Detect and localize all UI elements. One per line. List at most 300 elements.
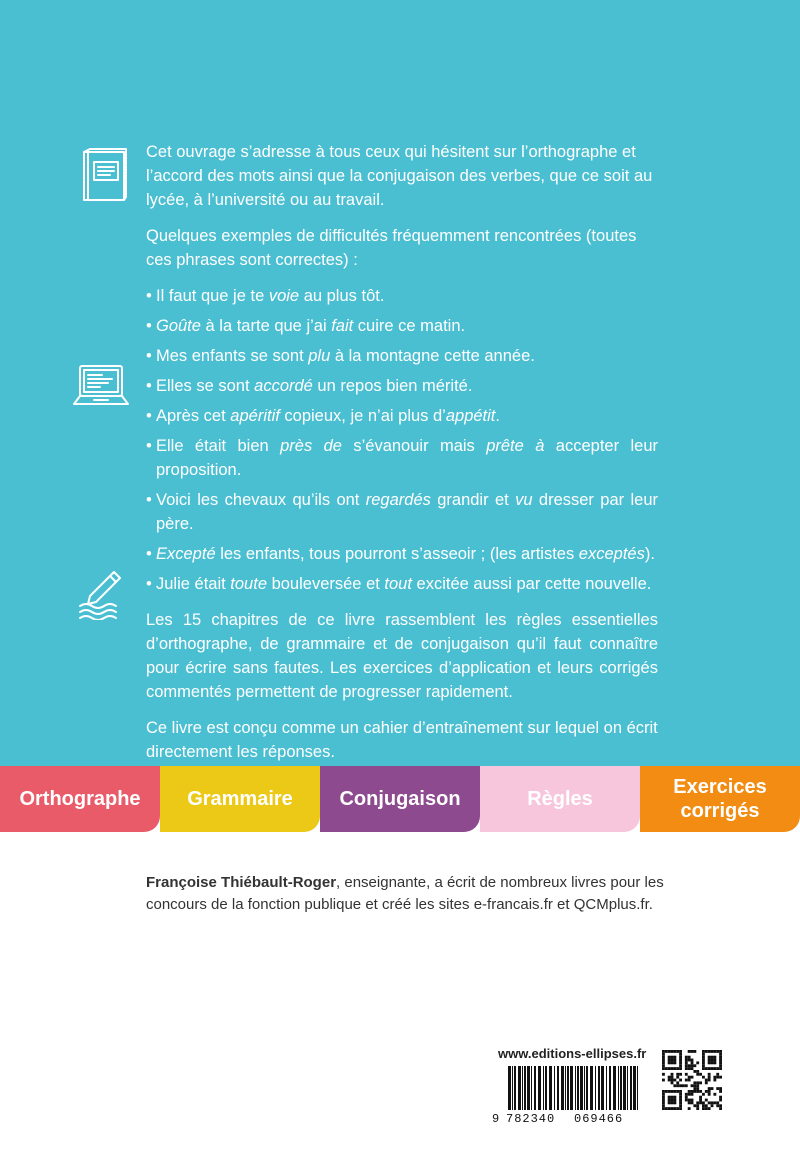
qr-module bbox=[685, 1059, 688, 1062]
qr-module bbox=[702, 1050, 705, 1053]
qr-module bbox=[682, 1084, 685, 1087]
barcode-bar bbox=[627, 1066, 628, 1110]
qr-module bbox=[662, 1104, 665, 1107]
qr-module bbox=[711, 1067, 714, 1070]
qr-module bbox=[679, 1050, 682, 1053]
qr-module bbox=[719, 1067, 722, 1070]
qr-module bbox=[662, 1050, 665, 1053]
example-text: Voici les chevaux qu’ils ont bbox=[156, 491, 366, 509]
qr-module bbox=[713, 1101, 716, 1104]
qr-module bbox=[668, 1090, 671, 1093]
barcode-bar bbox=[565, 1066, 566, 1110]
qr-module bbox=[673, 1079, 676, 1082]
barcode-bar bbox=[613, 1066, 616, 1110]
qr-module bbox=[696, 1081, 699, 1084]
topic-tabs bbox=[0, 766, 800, 832]
qr-module bbox=[696, 1090, 699, 1093]
qr-module bbox=[713, 1059, 716, 1062]
qr-module bbox=[691, 1099, 694, 1102]
barcode-bar bbox=[567, 1066, 569, 1110]
qr-module bbox=[705, 1081, 708, 1084]
author-bio bbox=[146, 872, 666, 916]
qr-module bbox=[691, 1076, 694, 1079]
qr-module bbox=[679, 1053, 682, 1056]
qr-module bbox=[668, 1096, 671, 1099]
barcode-bar bbox=[514, 1066, 516, 1110]
publisher-website[interactable]: www.editions-ellipses.fr bbox=[498, 1046, 647, 1061]
qr-module bbox=[668, 1059, 671, 1062]
isbn-group-1: 782340 bbox=[506, 1112, 556, 1124]
qr-module bbox=[685, 1099, 688, 1102]
qr-module bbox=[688, 1050, 691, 1053]
qr-module bbox=[679, 1096, 682, 1099]
barcode-bar bbox=[598, 1066, 600, 1110]
qr-module bbox=[699, 1090, 702, 1093]
tab-label: Conjugaison bbox=[339, 788, 461, 810]
author-name: Françoise Thiébault-Roger bbox=[146, 874, 337, 891]
qr-module bbox=[705, 1099, 708, 1102]
qr-module bbox=[676, 1084, 679, 1087]
example-item bbox=[146, 434, 658, 482]
qr-module bbox=[671, 1099, 674, 1102]
qr-module bbox=[696, 1107, 699, 1110]
barcode-bar bbox=[609, 1066, 611, 1110]
example-text: un repos bien mérité. bbox=[312, 377, 473, 395]
qr-code[interactable] bbox=[662, 1050, 722, 1110]
qr-module bbox=[662, 1056, 665, 1059]
qr-module bbox=[688, 1079, 691, 1082]
qr-module bbox=[693, 1084, 696, 1087]
qr-module bbox=[676, 1067, 679, 1070]
barcode-bars bbox=[508, 1066, 638, 1110]
qr-module bbox=[716, 1101, 719, 1104]
example-emphasis: voie bbox=[268, 287, 300, 305]
qr-module bbox=[702, 1064, 705, 1067]
qr-module bbox=[662, 1061, 665, 1064]
qr-module bbox=[662, 1107, 665, 1110]
qr-module bbox=[696, 1087, 699, 1090]
qr-module bbox=[713, 1067, 716, 1070]
qr-module bbox=[673, 1059, 676, 1062]
qr-module bbox=[719, 1096, 722, 1099]
qr-module bbox=[713, 1093, 716, 1096]
qr-module bbox=[705, 1090, 708, 1093]
qr-module bbox=[679, 1059, 682, 1062]
qr-module bbox=[708, 1107, 711, 1110]
qr-modules bbox=[662, 1050, 722, 1110]
qr-module bbox=[713, 1056, 716, 1059]
qr-module bbox=[671, 1081, 674, 1084]
example-emphasis: regardés bbox=[365, 491, 431, 509]
qr-module bbox=[696, 1104, 699, 1107]
example-text: au plus tôt. bbox=[299, 287, 385, 305]
example-emphasis: près de bbox=[280, 437, 342, 455]
qr-module bbox=[708, 1093, 711, 1096]
tab-label: Orthographe bbox=[19, 788, 141, 810]
qr-module bbox=[705, 1067, 708, 1070]
qr-module bbox=[668, 1099, 671, 1102]
qr-module bbox=[671, 1107, 674, 1110]
example-text: Il faut que je te bbox=[156, 287, 269, 305]
qr-module bbox=[693, 1050, 696, 1053]
barcode-bar bbox=[586, 1066, 588, 1110]
qr-module bbox=[679, 1093, 682, 1096]
qr-module bbox=[673, 1084, 676, 1087]
example-emphasis: plu bbox=[308, 347, 331, 365]
qr-module bbox=[665, 1107, 668, 1110]
qr-module bbox=[673, 1090, 676, 1093]
qr-module bbox=[679, 1101, 682, 1104]
qr-module bbox=[671, 1076, 674, 1079]
example-text: Elles se sont bbox=[156, 377, 255, 395]
example-emphasis: tout bbox=[384, 575, 412, 593]
example-item bbox=[146, 404, 658, 428]
qr-module bbox=[671, 1067, 674, 1070]
qr-module bbox=[676, 1050, 679, 1053]
example-text: les enfants, tous pourront s’asseoir ; (les artistes bbox=[215, 545, 579, 563]
qr-module bbox=[685, 1067, 688, 1070]
example-text: bouleversée et bbox=[267, 575, 385, 593]
barcode-bar bbox=[595, 1066, 596, 1110]
example-emphasis: toute bbox=[230, 575, 267, 593]
barcode-bar bbox=[606, 1066, 607, 1110]
qr-module bbox=[699, 1101, 702, 1104]
example-emphasis: prête à bbox=[486, 437, 545, 455]
example-emphasis: Goûte bbox=[156, 317, 201, 335]
qr-module bbox=[671, 1079, 674, 1082]
example-emphasis: fait bbox=[331, 317, 354, 335]
qr-module bbox=[696, 1061, 699, 1064]
qr-module bbox=[702, 1107, 705, 1110]
qr-module bbox=[688, 1067, 691, 1070]
barcode-bar bbox=[531, 1066, 532, 1110]
qr-module bbox=[673, 1061, 676, 1064]
qr-module bbox=[662, 1079, 665, 1082]
qr-module bbox=[702, 1056, 705, 1059]
qr-module bbox=[719, 1064, 722, 1067]
example-text: ). bbox=[644, 545, 655, 563]
tab-exercices-corriges bbox=[640, 766, 800, 832]
qr-module bbox=[679, 1064, 682, 1067]
qr-module bbox=[679, 1107, 682, 1110]
qr-module bbox=[719, 1087, 722, 1090]
qr-module bbox=[696, 1084, 699, 1087]
examples-intro: Quelques exemples de difficultés fréquemment rencontrées (toutes ces phrases sont correctes) : bbox=[146, 227, 637, 269]
qr-module bbox=[699, 1081, 702, 1084]
author-description: , enseignante, a écrit de nombreux livres pour les concours de la fonction publique et créé les sites e-francais.fr et QCMplus.fr. bbox=[146, 874, 664, 913]
qr-module bbox=[719, 1059, 722, 1062]
example-text: accepter leur proposition. bbox=[156, 437, 658, 479]
qr-module bbox=[702, 1067, 705, 1070]
qr-module bbox=[679, 1104, 682, 1107]
qr-module bbox=[713, 1050, 716, 1053]
isbn-group-2: 069466 bbox=[574, 1112, 624, 1124]
pen-writing-icon bbox=[78, 570, 126, 620]
barcode-bar bbox=[518, 1066, 521, 1110]
example-emphasis: Excepté bbox=[156, 545, 216, 563]
example-text: grandir et bbox=[430, 491, 516, 509]
qr-module bbox=[679, 1073, 682, 1076]
qr-module bbox=[668, 1107, 671, 1110]
qr-module bbox=[699, 1096, 702, 1099]
qr-module bbox=[693, 1070, 696, 1073]
intro-paragraph: Cet ouvrage s’adresse à tous ceux qui hésitent sur l’orthographe et l’accord des mots ainsi que la conjugaison des verbes, que ce soit au lycée, à l’université ou au travail. bbox=[146, 143, 653, 209]
barcode bbox=[492, 1066, 642, 1124]
qr-module bbox=[688, 1107, 691, 1110]
example-item bbox=[146, 488, 658, 536]
qr-module bbox=[665, 1090, 668, 1093]
qr-module bbox=[699, 1073, 702, 1076]
qr-module bbox=[711, 1059, 714, 1062]
qr-module bbox=[713, 1079, 716, 1082]
qr-module bbox=[691, 1050, 694, 1053]
qr-module bbox=[673, 1099, 676, 1102]
qr-module bbox=[662, 1096, 665, 1099]
qr-module bbox=[679, 1067, 682, 1070]
qr-module bbox=[691, 1101, 694, 1104]
barcode-bar bbox=[527, 1066, 530, 1110]
qr-module bbox=[708, 1050, 711, 1053]
qr-module bbox=[691, 1067, 694, 1070]
qr-module bbox=[673, 1056, 676, 1059]
example-emphasis: accordé bbox=[254, 377, 313, 395]
example-text: copieux, je n’ai plus d’ bbox=[279, 407, 446, 425]
barcode-bar bbox=[590, 1066, 593, 1110]
example-emphasis: exceptés bbox=[578, 545, 645, 563]
barcode-bar bbox=[633, 1066, 636, 1110]
qr-module bbox=[705, 1104, 708, 1107]
qr-module bbox=[685, 1056, 688, 1059]
qr-module bbox=[668, 1056, 671, 1059]
barcode-bar bbox=[545, 1066, 547, 1110]
qr-module bbox=[713, 1076, 716, 1079]
qr-module bbox=[716, 1073, 719, 1076]
laptop-icon bbox=[72, 364, 130, 408]
qr-module bbox=[668, 1076, 671, 1079]
qr-module bbox=[702, 1053, 705, 1056]
qr-module bbox=[708, 1056, 711, 1059]
example-emphasis: vu bbox=[515, 491, 533, 509]
barcode-bar bbox=[557, 1066, 559, 1110]
qr-module bbox=[685, 1079, 688, 1082]
tab-label: Règles bbox=[527, 788, 593, 810]
qr-module bbox=[676, 1107, 679, 1110]
qr-module bbox=[688, 1101, 691, 1104]
qr-module bbox=[716, 1067, 719, 1070]
barcode-bar bbox=[637, 1066, 638, 1110]
qr-module bbox=[688, 1059, 691, 1062]
qr-module bbox=[679, 1061, 682, 1064]
qr-module bbox=[713, 1061, 716, 1064]
qr-module bbox=[702, 1061, 705, 1064]
qr-module bbox=[691, 1093, 694, 1096]
qr-module bbox=[688, 1099, 691, 1102]
barcode-bar bbox=[620, 1066, 622, 1110]
tab-regles bbox=[480, 766, 640, 832]
qr-module bbox=[688, 1093, 691, 1096]
qr-module bbox=[673, 1096, 676, 1099]
example-text: cuire ce matin. bbox=[353, 317, 466, 335]
qr-module bbox=[719, 1099, 722, 1102]
qr-module bbox=[711, 1050, 714, 1053]
qr-module bbox=[693, 1090, 696, 1093]
examples-list bbox=[146, 284, 658, 596]
example-text: à la montagne cette année. bbox=[330, 347, 535, 365]
qr-module bbox=[685, 1073, 688, 1076]
qr-module bbox=[699, 1099, 702, 1102]
qr-module bbox=[676, 1081, 679, 1084]
qr-module bbox=[702, 1059, 705, 1062]
qr-module bbox=[671, 1101, 674, 1104]
qr-module bbox=[708, 1101, 711, 1104]
qr-module bbox=[662, 1064, 665, 1067]
qr-module bbox=[711, 1104, 714, 1107]
blurb-text bbox=[146, 140, 658, 776]
qr-module bbox=[662, 1099, 665, 1102]
example-item bbox=[146, 572, 658, 596]
example-text: Après cet bbox=[156, 407, 231, 425]
barcode-bar bbox=[577, 1066, 579, 1110]
barcode-bar bbox=[584, 1066, 585, 1110]
qr-module bbox=[716, 1076, 719, 1079]
qr-module bbox=[708, 1076, 711, 1079]
barcode-bar bbox=[508, 1066, 511, 1110]
qr-module bbox=[708, 1061, 711, 1064]
qr-module bbox=[685, 1096, 688, 1099]
qr-module bbox=[719, 1076, 722, 1079]
qr-module bbox=[696, 1073, 699, 1076]
qr-module bbox=[679, 1079, 682, 1082]
qr-module bbox=[719, 1050, 722, 1053]
qr-module bbox=[702, 1101, 705, 1104]
qr-module bbox=[691, 1061, 694, 1064]
qr-module bbox=[719, 1104, 722, 1107]
qr-module bbox=[679, 1099, 682, 1102]
qr-module bbox=[662, 1093, 665, 1096]
qr-module bbox=[688, 1076, 691, 1079]
qr-module bbox=[708, 1073, 711, 1076]
example-text: Mes enfants se sont bbox=[156, 347, 309, 365]
barcode-bar bbox=[570, 1066, 573, 1110]
example-item bbox=[146, 542, 658, 566]
qr-module bbox=[665, 1050, 668, 1053]
qr-module bbox=[668, 1079, 671, 1082]
example-emphasis: apéritif bbox=[230, 407, 280, 425]
example-item bbox=[146, 374, 658, 398]
qr-module bbox=[685, 1084, 688, 1087]
qr-module bbox=[662, 1067, 665, 1070]
qr-module bbox=[696, 1070, 699, 1073]
qr-module bbox=[679, 1056, 682, 1059]
example-emphasis: appétit bbox=[445, 407, 496, 425]
qr-module bbox=[688, 1056, 691, 1059]
qr-module bbox=[708, 1067, 711, 1070]
qr-module bbox=[719, 1053, 722, 1056]
qr-module bbox=[719, 1090, 722, 1093]
qr-module bbox=[671, 1056, 674, 1059]
example-text: excitée aussi par cette nouvelle. bbox=[411, 575, 652, 593]
qr-module bbox=[691, 1059, 694, 1062]
qr-module bbox=[708, 1079, 711, 1082]
qr-module bbox=[716, 1050, 719, 1053]
qr-module bbox=[668, 1061, 671, 1064]
qr-module bbox=[673, 1050, 676, 1053]
barcode-bar bbox=[575, 1066, 576, 1110]
barcode-bar bbox=[580, 1066, 583, 1110]
qr-module bbox=[719, 1061, 722, 1064]
qr-module bbox=[671, 1096, 674, 1099]
qr-module bbox=[671, 1061, 674, 1064]
tab-conjugaison bbox=[320, 766, 480, 832]
example-item bbox=[146, 314, 658, 338]
qr-module bbox=[691, 1064, 694, 1067]
qr-module bbox=[716, 1104, 719, 1107]
qr-module bbox=[676, 1090, 679, 1093]
qr-module bbox=[711, 1087, 714, 1090]
qr-module bbox=[693, 1081, 696, 1084]
qr-module bbox=[673, 1067, 676, 1070]
example-text: dresser par leur père. bbox=[156, 491, 658, 533]
book-icon bbox=[82, 148, 128, 202]
barcode-bar bbox=[543, 1066, 544, 1110]
qr-module bbox=[711, 1101, 714, 1104]
workbook-paragraph: Ce livre est conçu comme un cahier d’entraînement sur lequel on écrit directement les réponses. bbox=[146, 719, 658, 761]
qr-module bbox=[685, 1064, 688, 1067]
qr-module bbox=[702, 1076, 705, 1079]
qr-module bbox=[671, 1073, 674, 1076]
qr-module bbox=[702, 1104, 705, 1107]
qr-module bbox=[673, 1101, 676, 1104]
qr-module bbox=[688, 1090, 691, 1093]
qr-module bbox=[676, 1076, 679, 1079]
example-item bbox=[146, 284, 658, 308]
qr-module bbox=[685, 1093, 688, 1096]
example-text: Julie était bbox=[156, 575, 231, 593]
isbn-prefix: 9 bbox=[492, 1112, 500, 1124]
barcode-bar bbox=[534, 1066, 536, 1110]
barcode-bar bbox=[522, 1066, 523, 1110]
qr-module bbox=[691, 1090, 694, 1093]
example-text: Elle était bien bbox=[156, 437, 281, 455]
qr-module bbox=[668, 1067, 671, 1070]
qr-module bbox=[708, 1090, 711, 1093]
qr-module bbox=[676, 1073, 679, 1076]
barcode-bar bbox=[561, 1066, 564, 1110]
qr-module bbox=[693, 1104, 696, 1107]
tab-label: Grammaire bbox=[187, 788, 293, 810]
qr-module bbox=[679, 1084, 682, 1087]
qr-module bbox=[705, 1079, 708, 1082]
qr-module bbox=[719, 1107, 722, 1110]
tab-orthographe bbox=[0, 766, 160, 832]
barcode-bar bbox=[618, 1066, 619, 1110]
qr-module bbox=[705, 1050, 708, 1053]
qr-module bbox=[662, 1059, 665, 1062]
qr-module bbox=[691, 1084, 694, 1087]
qr-module bbox=[671, 1090, 674, 1093]
qr-module bbox=[662, 1101, 665, 1104]
qr-module bbox=[679, 1090, 682, 1093]
barcode-bar bbox=[524, 1066, 526, 1110]
qr-module bbox=[711, 1056, 714, 1059]
qr-module bbox=[671, 1050, 674, 1053]
qr-module bbox=[662, 1073, 665, 1076]
example-text: à la tarte que j’ai bbox=[200, 317, 332, 335]
barcode-bar bbox=[554, 1066, 555, 1110]
example-text: . bbox=[495, 407, 500, 425]
qr-module bbox=[662, 1053, 665, 1056]
barcode-bar bbox=[601, 1066, 604, 1110]
